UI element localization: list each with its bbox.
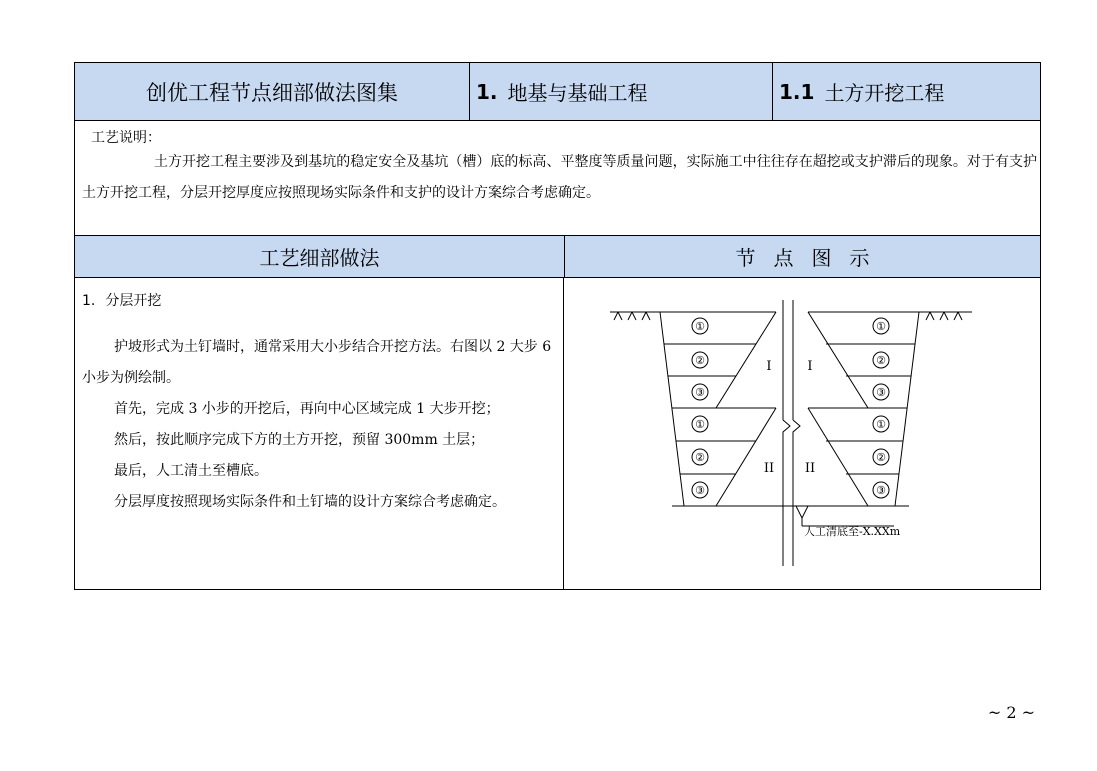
step-label: ③	[695, 484, 705, 497]
method-column-header: 工艺细部做法	[75, 236, 565, 277]
atlas-sheet	[74, 62, 1041, 590]
bottom-note: 人工清底至-X.XXm	[804, 525, 901, 538]
chapter-number: 1.	[476, 79, 498, 104]
method-paragraph: 最后，人工清土至槽底。	[114, 463, 268, 479]
step-label: ①	[876, 418, 886, 431]
method-paragraph: 然后，按此顺序完成下方的土方开挖，预留 300mm 土层；	[114, 432, 485, 448]
method-paragraph: 护坡形式为土钉墙时，通常采用大小步结合开挖方法。右图以 2 大步 6 小步为例绘制。	[82, 339, 552, 386]
method-cell	[75, 278, 564, 589]
step-label: ②	[876, 451, 886, 464]
soil-hatch-right	[926, 312, 962, 320]
section-heading	[773, 63, 1040, 120]
step-name: 分层开挖	[105, 293, 162, 309]
step-label: ③	[876, 484, 886, 497]
pit-slope-right	[895, 312, 919, 506]
center-break-line	[783, 300, 800, 566]
step-title	[82, 290, 161, 310]
diagram-cell	[564, 278, 1040, 589]
big-step-label: II	[804, 461, 816, 476]
chapter-title: 地基与基础工程	[507, 81, 648, 105]
step-label: ②	[695, 354, 705, 367]
description-title: 工艺说明：	[91, 130, 161, 146]
step-label: ①	[695, 320, 705, 333]
step-label: ③	[876, 386, 886, 399]
step-label: ②	[695, 451, 705, 464]
step-label: ③	[695, 386, 705, 399]
left-layer-lines	[660, 312, 776, 506]
method-paragraphs	[82, 332, 560, 518]
excavation-diagram	[564, 278, 1040, 590]
section-number: 1.1	[779, 79, 815, 104]
soil-hatch-left	[614, 312, 650, 320]
step-number: 1.	[82, 293, 96, 309]
page-number: ~ 2 ~	[987, 703, 1035, 722]
right-layer-lines	[808, 312, 919, 506]
diagram-column-header: 节点图示	[735, 246, 888, 270]
method-paragraph: 分层厚度按照现场实际条件和土钉墙的设计方案综合考虑确定。	[114, 494, 506, 510]
method-paragraph: 首先，完成 3 小步的开挖后，再向中心区域完成 1 大步开挖；	[114, 401, 500, 417]
column-header-row	[74, 236, 1041, 278]
section-title: 土方开挖工程	[824, 81, 945, 105]
header-row	[74, 62, 1041, 121]
content-row	[74, 278, 1041, 590]
elevation-marker	[796, 506, 808, 518]
pit-slope-left	[660, 312, 684, 506]
step-label: ②	[876, 354, 886, 367]
big-step-label: I	[807, 359, 813, 374]
step-label: ①	[695, 418, 705, 431]
chapter-heading	[470, 63, 773, 120]
book-title: 创优工程节点细部做法图集	[75, 63, 470, 120]
step-label: ①	[876, 320, 886, 333]
description-row	[74, 121, 1041, 236]
description-text: 土方开挖工程主要涉及到基坑的稳定安全及基坑（槽）底的标高、平整度等质量问题，实际施工中往往存在超挖或支护滞后的现象。对于有支护土方开挖工程，分层开挖厚度应按照现场实际条件和支护的设计方案综合考虑确定。	[82, 154, 1037, 201]
big-step-label: II	[763, 461, 775, 476]
big-step-label: I	[766, 359, 772, 374]
